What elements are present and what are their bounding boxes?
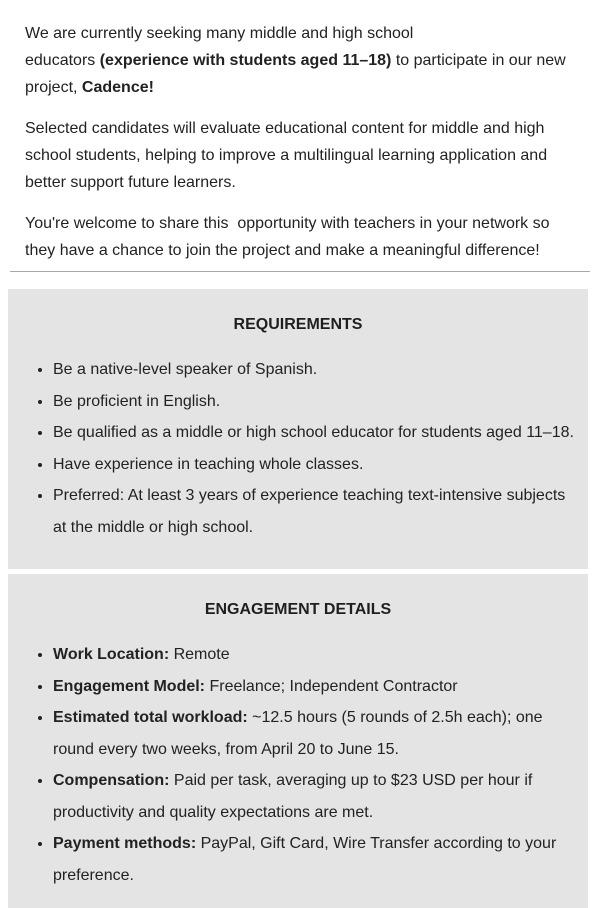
engagement-item xyxy=(53,702,578,765)
intro-section xyxy=(0,0,600,264)
item-value: Paid per task, averaging up to $23 USD per hour if xyxy=(169,772,533,789)
intro-paragraph-1 xyxy=(25,20,575,101)
requirement-text: Be qualified as a middle or high school educator for students aged 11–18. xyxy=(53,424,574,441)
item-value-wrap: preference. xyxy=(53,866,134,884)
item-label: Payment methods: xyxy=(53,835,197,852)
intro-paragraph-2 xyxy=(25,115,575,196)
requirement-text: Be proficient in English. xyxy=(53,392,221,410)
item-value: ~12.5 hours (5 rounds of 2.5h each); one xyxy=(247,709,543,726)
engagement-item xyxy=(53,671,578,703)
engagement-item xyxy=(53,828,578,891)
intro-p1-line1: We are currently seeking many middle and high school xyxy=(25,25,414,42)
intro-p2-line2: school students, helping to improve a multilingual learning application and xyxy=(25,147,548,164)
engagement-details-title: ENGAGEMENT DETAILS xyxy=(204,601,392,618)
item-value: PayPal, Gift Card, Wire Transfer according to your xyxy=(196,835,557,852)
intro-p3-line1: You're welcome to share this opportunity with teachers in your network so xyxy=(25,215,550,232)
item-label: Work Location: xyxy=(53,646,170,663)
item-label: Compensation: xyxy=(53,772,170,789)
requirement-item xyxy=(53,386,578,418)
intro-p1-line2-bold: (experience with students aged 11–18) xyxy=(99,52,392,69)
requirement-text-wrap: at the middle or high school. xyxy=(53,518,254,536)
requirement-text: Be a native-level speaker of Spanish. xyxy=(53,361,318,378)
intro-p2-line1: Selected candidates will evaluate educational content for middle and high xyxy=(25,120,545,137)
requirement-text: Have experience in teaching whole classes. xyxy=(53,455,364,473)
intro-paragraph-3 xyxy=(25,210,575,264)
requirements-section xyxy=(8,289,588,569)
requirements-list xyxy=(18,354,578,543)
divider xyxy=(10,271,590,272)
intro-p1-line3-pre: project, xyxy=(25,79,82,96)
item-value: Remote xyxy=(169,646,230,663)
requirement-item xyxy=(53,480,578,543)
intro-p2-line3: better support future learners. xyxy=(25,174,236,191)
requirement-text: Preferred: At least 3 years of experience teaching text-intensive subjects xyxy=(53,487,566,504)
item-value-wrap: round every two weeks, from April 20 to June 15. xyxy=(53,740,399,758)
intro-p1-line2-pre: educators xyxy=(25,52,100,69)
requirements-title: REQUIREMENTS xyxy=(233,316,363,333)
item-label: Estimated total workload: xyxy=(53,709,248,726)
engagement-details-list xyxy=(18,639,578,891)
item-label: Engagement Model: xyxy=(53,677,206,695)
intro-p1-line2-post: to participate in our new xyxy=(391,52,566,69)
requirement-item xyxy=(53,354,578,386)
requirement-item xyxy=(53,449,578,481)
engagement-details-section xyxy=(8,574,588,908)
item-value: Freelance; Independent Contractor xyxy=(205,677,458,695)
engagement-item xyxy=(53,765,578,828)
item-value-wrap: productivity and quality expectations are met. xyxy=(53,803,374,821)
engagement-item xyxy=(53,639,578,671)
intro-p1-line3-bold: Cadence! xyxy=(81,79,154,96)
intro-p3-line2: they have a chance to join the project and make a meaningful difference! xyxy=(25,242,540,259)
requirement-item xyxy=(53,417,578,449)
